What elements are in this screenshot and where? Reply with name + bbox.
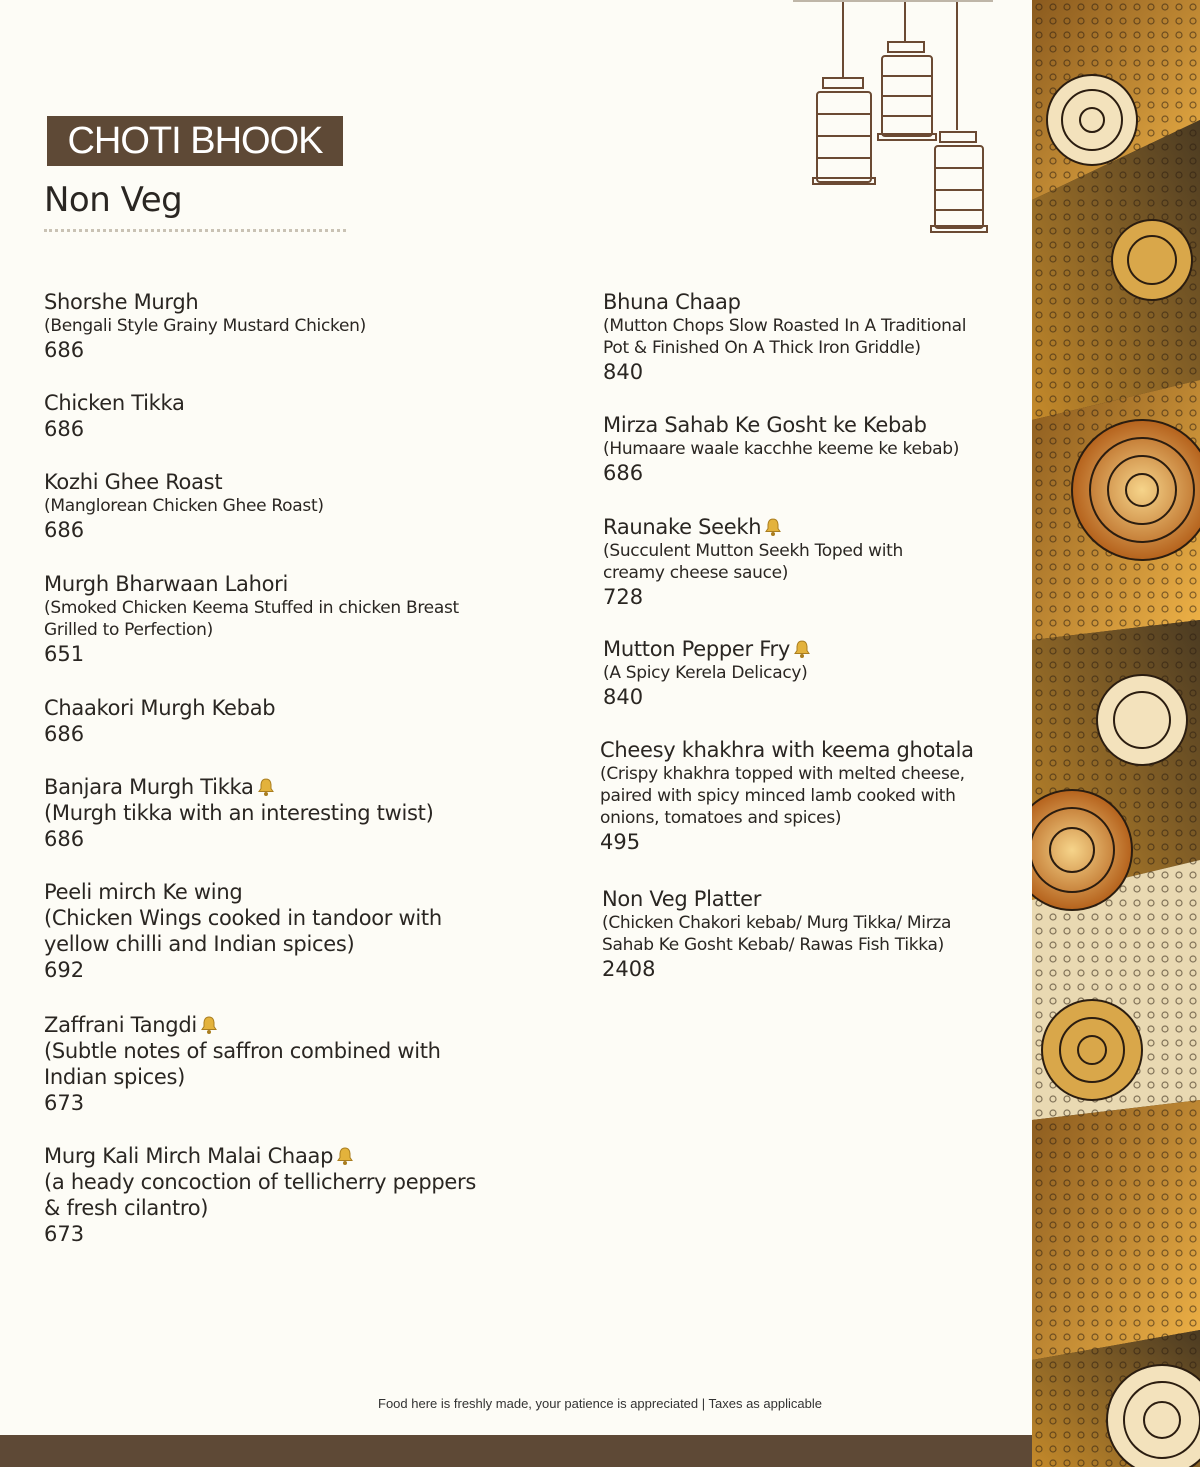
item-name: Mirza Sahab Ke Gosht ke Kebab [603,413,927,437]
section-title: CHOTI BHOOK [47,116,343,166]
bell-icon [256,777,276,797]
item-name: Non Veg Platter [602,887,762,911]
menu-item [603,289,983,385]
item-description: (Subtle notes of saffron combined with Indian spices) [44,1039,441,1089]
menu-item [603,412,993,486]
item-description: (A Spicy Kerela Delicacy) [603,663,808,683]
item-name: Murg Kali Mirch Malai Chaap [44,1144,334,1168]
item-price: 495 [600,830,641,854]
item-name: Mutton Pepper Fry [603,637,790,661]
item-price: 686 [44,722,85,746]
item-name: Banjara Murgh Tikka [44,775,254,799]
item-description: (Humaare waale kacchhe keeme ke kebab) [603,439,960,459]
item-description: (Chicken Chakori kebab/ Murg Tikka/ Mirza Sahab Ke Gosht Kebab/ Rawas Fish Tikka) [602,913,952,955]
item-price: 673 [44,1091,85,1115]
menu-item [44,1143,494,1247]
hanging-lanterns-illustration [793,0,993,240]
item-price: 673 [44,1222,85,1246]
menu-item [44,695,514,747]
footer-bar [0,1435,1032,1467]
decorative-mandala-border [1032,0,1200,1467]
item-description: (Smoked Chicken Keema Stuffed in chicken Breast Grilled to Perfection) [44,598,459,640]
bell-icon [763,517,783,537]
item-name: Chaakori Murgh Kebab [44,696,276,720]
item-price: 686 [44,827,85,851]
item-name: Murgh Bharwaan Lahori [44,572,289,596]
item-price: 728 [603,585,644,609]
item-description: (Succulent Mutton Seekh Toped with creamy cheese sauce) [603,541,903,583]
item-description: (Chicken Wings cooked in tandoor with yellow chilli and Indian spices) [44,906,442,956]
menu-item [44,571,464,667]
item-price: 686 [44,338,85,362]
menu-item [44,774,514,852]
item-name: Chicken Tikka [44,391,185,415]
menu-item [44,469,514,543]
item-description: (Manglorean Chicken Ghee Roast) [44,496,324,516]
item-description: (Crispy khakhra topped with melted cheese, paired with spicy minced lamb cooked with onions, tomatoes and spices) [600,764,965,828]
item-description: (a heady concoction of tellicherry peppers & fresh cilantro) [44,1170,476,1220]
menu-item [44,390,514,442]
bell-icon [792,639,812,659]
bell-icon [199,1015,219,1035]
item-description: (Mutton Chops Slow Roasted In A Traditional Pot & Finished On A Thick Iron Griddle) [603,316,967,358]
footer-note: Food here is freshly made, your patience is appreciated | Taxes as applicable [378,1396,822,1411]
item-name: Cheesy khakhra with keema ghotala [600,738,974,762]
item-description: (Bengali Style Grainy Mustard Chicken) [44,316,366,336]
item-name: Peeli mirch Ke wing [44,880,243,904]
item-name: Zaffrani Tangdi [44,1013,197,1037]
item-price: 686 [44,417,85,441]
item-name: Raunake Seekh [603,515,762,539]
menu-item [44,289,514,363]
menu-item [602,886,972,982]
menu-item [44,879,464,983]
item-price: 840 [603,360,644,384]
menu-item [44,1012,464,1116]
dotted-divider [44,229,346,232]
item-price: 686 [44,518,85,542]
item-name: Shorshe Murgh [44,290,199,314]
item-price: 651 [44,642,85,666]
item-name: Kozhi Ghee Roast [44,470,223,494]
item-description: (Murgh tikka with an interesting twist) [44,801,434,825]
item-price: 840 [603,685,644,709]
bell-icon [335,1146,355,1166]
menu-item [603,636,983,710]
item-price: 2408 [602,957,656,981]
item-price: 686 [603,461,644,485]
menu-item [603,514,923,610]
category-title: Non Veg [44,180,183,220]
menu-item [600,737,980,855]
item-name: Bhuna Chaap [603,290,741,314]
item-price: 692 [44,958,85,982]
